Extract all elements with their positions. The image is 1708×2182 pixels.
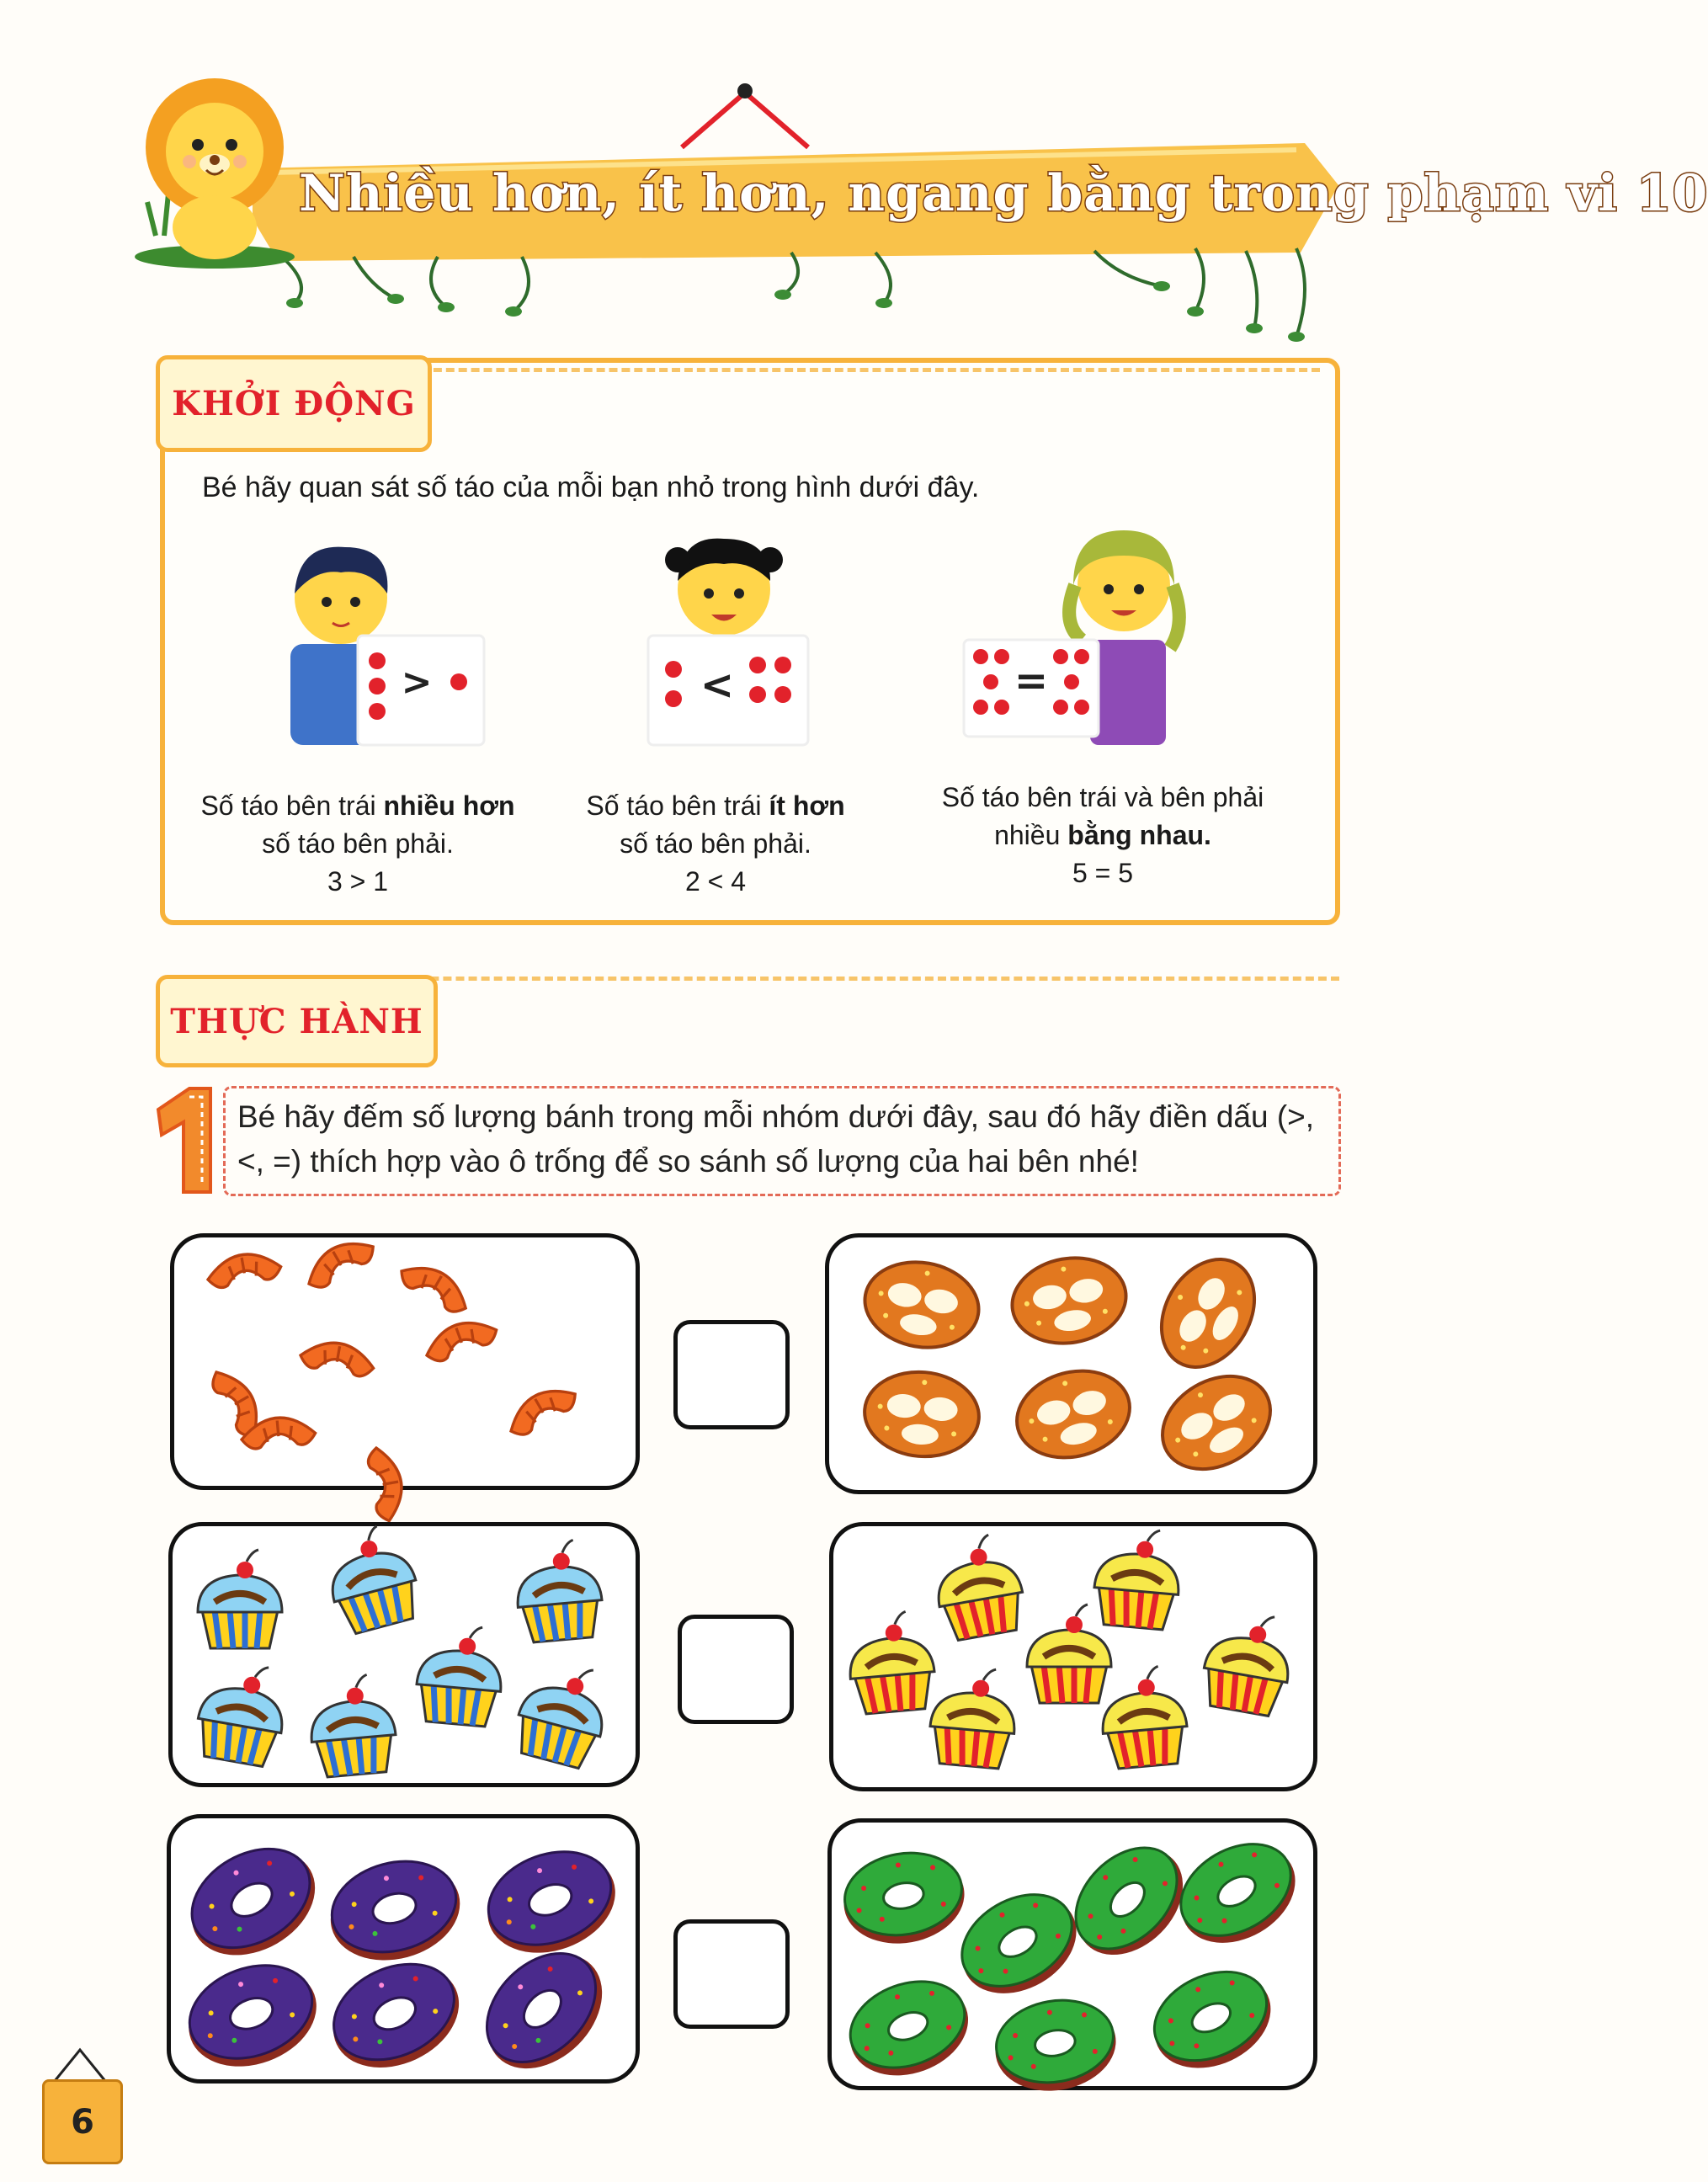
sign-greater: > — [401, 661, 433, 704]
blonde-girl-illustration — [964, 522, 1208, 749]
example-expression-3: 5 = 5 — [1072, 858, 1134, 888]
purple-donut-items — [171, 1818, 636, 2079]
answer-box-3[interactable] — [673, 1919, 790, 2029]
page-number-hanger — [51, 2046, 109, 2084]
girl-illustration — [623, 530, 867, 758]
purple-donut-group — [167, 1814, 640, 2084]
sign-less: < — [700, 662, 735, 709]
red-cupcake-group — [829, 1522, 1317, 1791]
exercise-instruction: Bé hãy đếm số lượng bánh trong mỗi nhóm dưới đây, sau đó hãy điền dấu (>, <, =) thích hợp vào ô trống để so sánh số lượng của hai bên nhé! — [237, 1099, 1315, 1179]
example-caption-1: Số táo bên trái nhiều hơn số táo bên phải. 3 > 1 — [181, 787, 535, 901]
warmup-divider — [421, 368, 1320, 372]
lion-mascot — [130, 67, 299, 269]
example-caption-3: Số táo bên trái và bên phải nhiều bằng nhau. 5 = 5 — [909, 779, 1296, 892]
pretzel-group — [825, 1233, 1317, 1494]
warmup-intro: Bé hãy quan sát số táo của mỗi bạn nhỏ trong hình dưới đây. — [202, 471, 980, 503]
answer-box-2[interactable] — [678, 1615, 794, 1724]
boy-illustration — [253, 535, 497, 762]
practice-tab: THỰC HÀNH — [156, 975, 438, 1067]
warmup-tab: KHỞI ĐỘNG — [156, 355, 432, 452]
example-expression-2: 2 < 4 — [684, 866, 747, 897]
pretzel-items — [829, 1237, 1313, 1490]
blue-cupcake-group — [168, 1522, 640, 1787]
green-donut-items — [832, 1823, 1313, 2086]
croissant-group — [170, 1233, 640, 1490]
green-donut-group — [827, 1818, 1317, 2090]
example-caption-2: Số táo bên trái ít hơn số táo bên phải. 2 < 4 — [539, 787, 892, 901]
sign-equal: = — [1014, 657, 1049, 705]
croissant-items — [174, 1237, 636, 1486]
page-number: 6 — [42, 2079, 123, 2164]
blue-cupcake-items — [173, 1526, 636, 1783]
example-expression-1: 3 > 1 — [327, 866, 389, 897]
answer-box-1[interactable] — [673, 1320, 790, 1429]
exercise-number-badge — [152, 1084, 217, 1194]
red-cupcake-items — [833, 1526, 1313, 1787]
page-title: Nhiều hơn, ít hơn, ngang bằng trong phạm vi 10 — [299, 164, 1708, 223]
